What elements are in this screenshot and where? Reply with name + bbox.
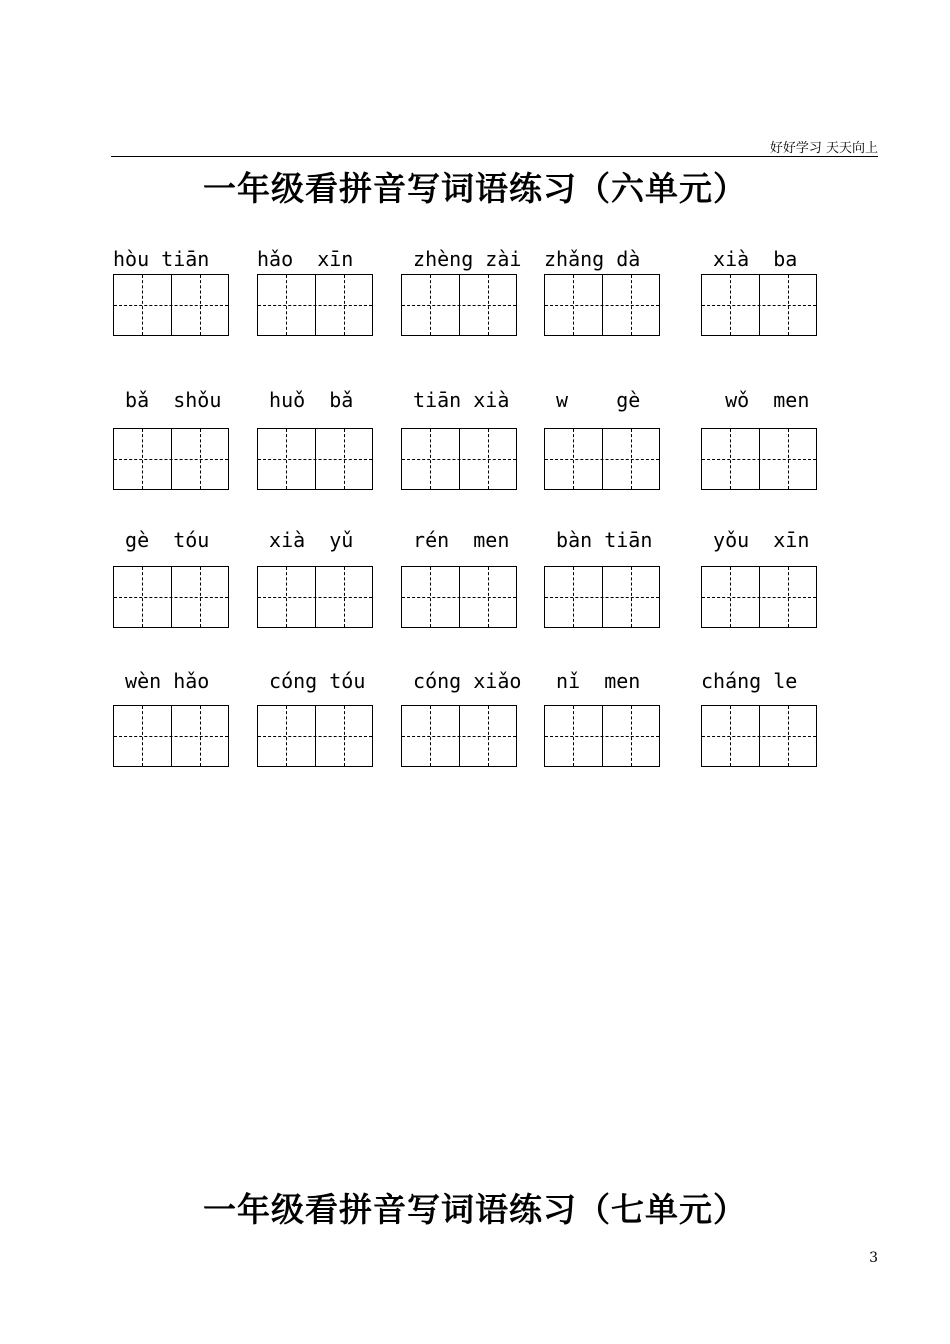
writing-box[interactable]: [113, 705, 229, 767]
guide-line: [114, 305, 228, 306]
guide-line: [114, 459, 228, 460]
guide-line: [702, 459, 816, 460]
writing-box[interactable]: [544, 705, 660, 767]
pinyin-label: wèn hǎo: [113, 669, 210, 693]
pinyin-label: zhǎng dà: [544, 247, 641, 271]
pinyin-label: cóng xiǎo: [401, 669, 522, 693]
pinyin-label: gè tóu: [113, 528, 210, 552]
writing-box[interactable]: [257, 705, 373, 767]
writing-box[interactable]: [113, 566, 229, 628]
pinyin-label: hòu tiān: [113, 247, 210, 271]
writing-box[interactable]: [401, 274, 517, 336]
header-motto: 好好学习 天天向上: [769, 141, 878, 156]
guide-line: [702, 597, 816, 598]
pinyin-label: wǒ men: [701, 388, 810, 412]
writing-box[interactable]: [257, 274, 373, 336]
pinyin-label: cháng le: [701, 669, 798, 693]
pinyin-label: zhèng zài: [401, 247, 522, 271]
writing-box[interactable]: [701, 705, 817, 767]
pinyin-label: bàn tiān: [544, 528, 653, 552]
guide-line: [258, 305, 372, 306]
writing-box[interactable]: [701, 566, 817, 628]
pinyin-label: xià yǔ: [257, 528, 354, 552]
guide-line: [545, 597, 659, 598]
pinyin-label: hǎo xīn: [257, 247, 354, 271]
writing-box[interactable]: [544, 274, 660, 336]
writing-box[interactable]: [257, 428, 373, 490]
guide-line: [545, 736, 659, 737]
writing-box[interactable]: [544, 566, 660, 628]
writing-box[interactable]: [701, 428, 817, 490]
writing-box[interactable]: [113, 274, 229, 336]
guide-line: [402, 459, 516, 460]
writing-box[interactable]: [401, 428, 517, 490]
guide-line: [702, 736, 816, 737]
guide-line: [402, 597, 516, 598]
writing-box[interactable]: [401, 566, 517, 628]
pinyin-label: xià ba: [701, 247, 798, 271]
pinyin-label: tiān xià: [401, 388, 510, 412]
page-number: 3: [869, 1250, 878, 1266]
writing-box[interactable]: [701, 274, 817, 336]
page-title-unit6: 一年级看拼音写词语练习（六单元）: [203, 169, 747, 208]
page-title-unit7: 一年级看拼音写词语练习（七单元）: [203, 1190, 747, 1229]
writing-box[interactable]: [544, 428, 660, 490]
writing-box[interactable]: [257, 566, 373, 628]
guide-line: [402, 305, 516, 306]
pinyin-label: bǎ shǒu: [113, 388, 222, 412]
pinyin-label: w gè: [544, 388, 641, 412]
pinyin-label: nǐ men: [544, 669, 641, 693]
guide-line: [114, 736, 228, 737]
writing-box[interactable]: [113, 428, 229, 490]
guide-line: [114, 597, 228, 598]
pinyin-label: rén men: [401, 528, 510, 552]
guide-line: [402, 736, 516, 737]
pinyin-label: cóng tóu: [257, 669, 366, 693]
pinyin-label: yǒu xīn: [701, 528, 810, 552]
guide-line: [258, 459, 372, 460]
guide-line: [702, 305, 816, 306]
guide-line: [545, 305, 659, 306]
guide-line: [258, 736, 372, 737]
pinyin-label: huǒ bǎ: [257, 388, 354, 412]
guide-line: [545, 459, 659, 460]
guide-line: [258, 597, 372, 598]
writing-box[interactable]: [401, 705, 517, 767]
